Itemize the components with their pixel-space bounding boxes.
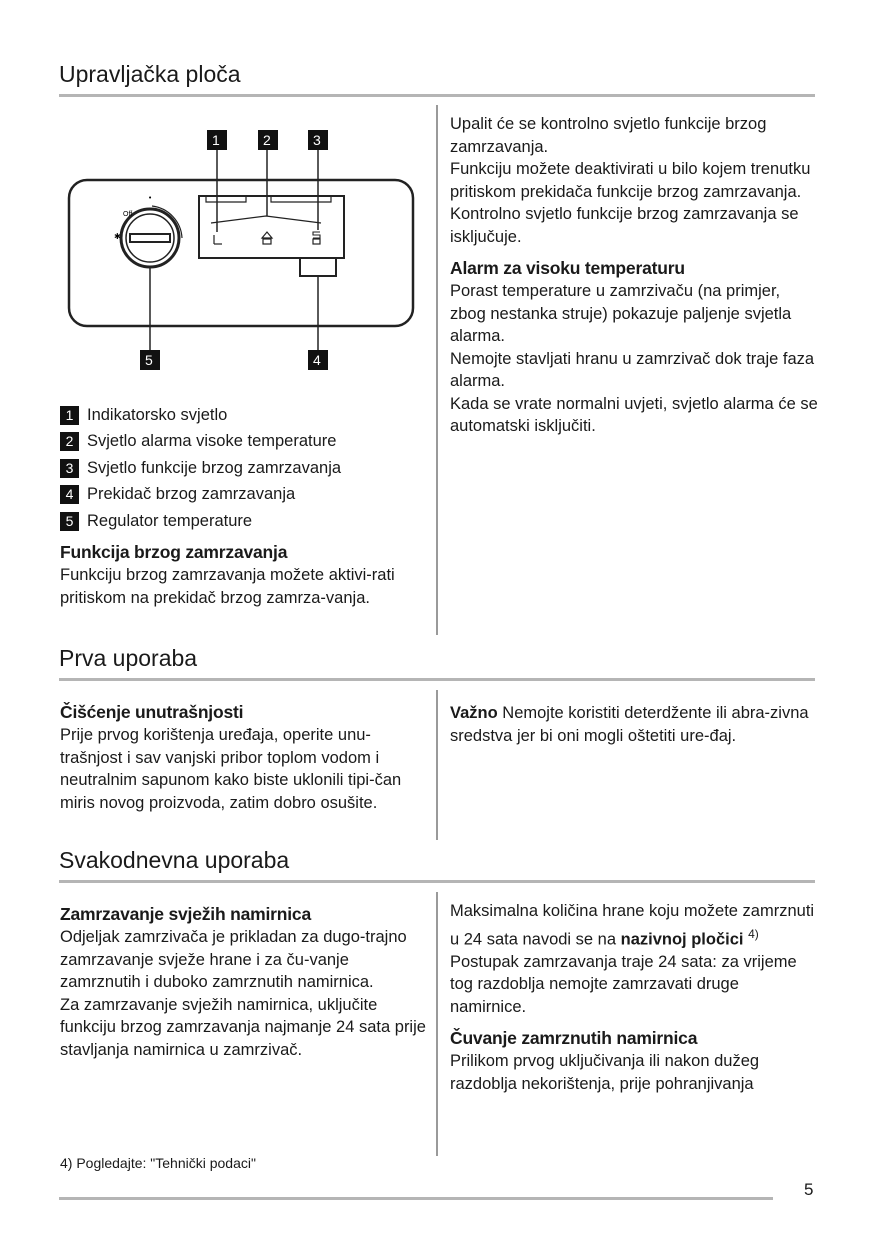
control-panel-diagram xyxy=(66,128,416,378)
legend-label: Prekidač brzog zamrzavanja xyxy=(87,485,296,504)
legend-item xyxy=(60,402,341,429)
first-use-title: Prva uporaba xyxy=(59,644,815,681)
callout-4-label: 4 xyxy=(313,352,321,368)
callout-1-label: 1 xyxy=(212,132,220,148)
max-quantity-start: Maksimalna količina hrane koju možete zamrznuti u 24 sata navodi se na xyxy=(450,902,815,948)
legend-number: 4 xyxy=(60,485,79,504)
right-column-control xyxy=(450,113,818,438)
legend-number: 2 xyxy=(60,432,79,451)
freezing-text-2: Za zamrzavanje svježih namirnica, uključite funkciju brzog zamrzavanja najmanje 24 sata prije stavljanja namirnica u zamrzivač. xyxy=(60,995,426,1059)
temperature-dial xyxy=(114,194,182,267)
important-note xyxy=(450,702,815,747)
callout-3-label: 3 xyxy=(313,132,321,148)
legend-number: 5 xyxy=(60,512,79,531)
freezing-heading: Zamrzavanje svježih namirnica xyxy=(60,904,311,924)
fast-freeze-switch xyxy=(300,258,336,276)
callout-4 xyxy=(308,276,328,370)
footnote: 4) Pogledajte: "Tehnički podaci" xyxy=(60,1155,256,1171)
alarm-light-symbol xyxy=(262,232,272,244)
dial-off-label: Off xyxy=(123,211,133,218)
daily-use-title: Svakodnevna uporaba xyxy=(59,846,815,883)
callout-2 xyxy=(258,130,278,216)
storage-text: Prilikom prvog uključivanja ili nakon dužeg razdoblja nekorištenja, prije pohranjivanja xyxy=(450,1052,760,1093)
fast-freeze-block xyxy=(60,540,420,609)
dial-star-label: ✱ xyxy=(114,232,121,241)
fast-freeze-light-symbol xyxy=(313,232,320,244)
alarm-text-2: Nemojte stavljati hranu u zamrzivač dok traje faza alarma. xyxy=(450,349,815,390)
column-divider xyxy=(436,105,438,635)
cleaning-text: Prije prvog korištenja uređaja, operite unu-trašnjost i sav vanjski pribor toplom vodom i neutralnim sapunom kako biste uklonili tipi-čan miris novog proizvoda, zatim dobro osušite. xyxy=(60,726,402,812)
fast-freeze-deactivate-text: Funkciju možete deaktivirati u bilo kojem trenutku pritiskom prekidača funkcije brzog zamrzavanja. Kontrolno svjetlo funkcije brzog zamrzavanja se isključuje. xyxy=(450,160,811,246)
max-quantity-text xyxy=(450,900,818,951)
callout-2-label: 2 xyxy=(263,132,271,148)
fast-freeze-heading: Funkcija brzog zamrzavanja xyxy=(60,542,288,562)
column-divider xyxy=(436,690,438,840)
cleaning-heading: Čišćenje unutrašnjosti xyxy=(60,702,244,722)
dial-dot-label: • xyxy=(148,194,153,202)
legend-number: 3 xyxy=(60,459,79,478)
storage-heading: Čuvanje zamrznutih namirnica xyxy=(450,1028,698,1048)
important-text: Nemojte koristiti deterdžente ili abra-zivna sredstva jer bi oni mogli oštetiti ure-đaj. xyxy=(450,704,809,745)
legend-number: 1 xyxy=(60,406,79,425)
legend-item xyxy=(60,429,341,456)
control-panel-title: Upravljačka ploča xyxy=(59,60,815,97)
fast-freeze-text: Funkciju brzog zamrzavanja možete aktivi-rati pritiskom na prekidač brzog zamrza-vanja. xyxy=(60,566,395,607)
legend-label: Svjetlo funkcije brzog zamrzavanja xyxy=(87,458,342,477)
freezing-block xyxy=(60,902,426,1061)
legend-item xyxy=(60,455,341,482)
legend-item xyxy=(60,508,341,535)
indicator-light-symbol xyxy=(214,235,222,244)
page-number: 5 xyxy=(804,1180,814,1199)
legend-label: Indikatorsko svjetlo xyxy=(87,405,228,424)
callout-5-label: 5 xyxy=(145,352,153,368)
callout-5 xyxy=(140,268,160,370)
footnote-ref: 4) xyxy=(748,926,759,941)
bottom-rule xyxy=(59,1197,773,1200)
freezing-duration-text: Postupak zamrzavanja traje 24 sata: za vrijeme tog razdoblja nemojte zamrzavati druge namirnice. xyxy=(450,952,797,1016)
freezing-text-1: Odjeljak zamrzivača je prikladan za dugo-trajno zamrzavanje svježe hrane i za ču-vanje zamrznutih i duboko zamrznutih namirnica. xyxy=(60,928,407,991)
legend-item xyxy=(60,482,341,509)
indicator-strip xyxy=(199,196,344,258)
legend-label: Regulator temperature xyxy=(87,511,253,530)
alarm-heading: Alarm za visoku temperaturu xyxy=(450,258,685,278)
diagram-legend xyxy=(60,402,341,535)
alarm-text-3: Kada se vrate normalni uvjeti, svjetlo alarma će se automatski isključiti. xyxy=(450,394,818,435)
cleaning-block xyxy=(60,700,422,814)
right-column-daily xyxy=(450,900,818,1095)
fast-freeze-light-on-text: Upalit će se kontrolno svjetlo funkcije brzog zamrzavanja. xyxy=(450,115,767,156)
alarm-text-1: Porast temperature u zamrzivaču (na primjer, zbog nestanka struje) pokazuje paljenje svjetla alarma. xyxy=(450,282,792,345)
rating-plate-link: nazivnoj pločici xyxy=(620,930,744,948)
column-divider xyxy=(436,892,438,1156)
legend-label: Svjetlo alarma visoke temperature xyxy=(87,432,337,451)
important-label: Važno xyxy=(450,704,498,722)
